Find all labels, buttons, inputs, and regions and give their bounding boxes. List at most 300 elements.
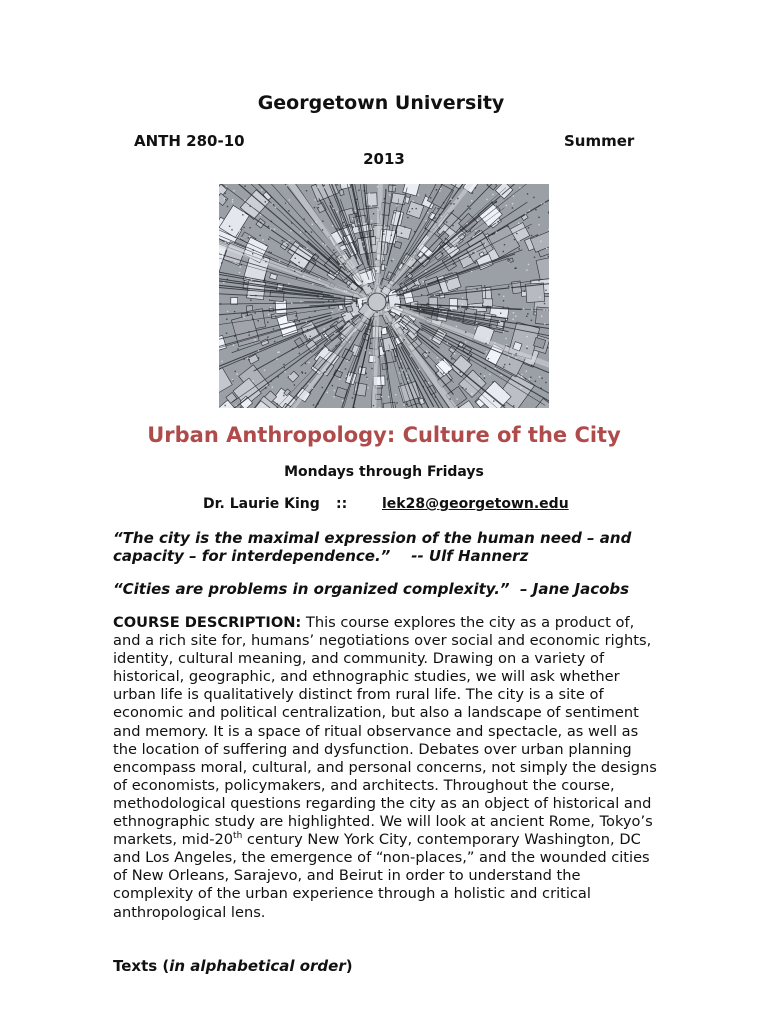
city-sketch-mark: [519, 187, 520, 188]
city-sketch-mark: [317, 187, 318, 188]
city-sketch-mark: [535, 209, 536, 210]
city-sketch-mark: [345, 263, 346, 264]
city-sketch-mark: [246, 272, 247, 273]
city-sketch-mark: [244, 186, 245, 187]
city-sketch-mark: [366, 325, 367, 326]
city-sketch-mark: [332, 385, 333, 386]
city-sketch-mark: [519, 248, 520, 249]
city-sketch-mark: [283, 364, 284, 365]
city-sketch-mark: [330, 202, 331, 203]
city-sketch-mark: [396, 205, 397, 206]
city-sketch-mark: [451, 199, 452, 200]
city-sketch-mark: [483, 299, 493, 307]
city-sketch-mark: [481, 313, 482, 314]
city-sketch-mark: [338, 369, 339, 370]
city-sketch-mark: [262, 404, 263, 405]
city-sketch-mark: [346, 375, 347, 376]
city-sketch-mark: [407, 376, 408, 377]
quote-attribution: – Jane Jacobs: [520, 580, 630, 598]
city-sketch-mark: [292, 348, 293, 349]
city-sketch-mark: [500, 313, 501, 314]
city-sketch-mark: [404, 327, 405, 328]
city-sketch-mark: [409, 211, 410, 212]
city-sketch-mark: [513, 312, 514, 313]
city-sketch-mark: [425, 220, 426, 221]
city-sketch-mark: [469, 256, 470, 257]
city-sketch-mark: [480, 373, 481, 374]
city-sketch-mark: [399, 372, 400, 373]
city-sketch-mark: [232, 379, 233, 380]
city-sketch-mark: [284, 367, 285, 368]
city-sketch-mark: [244, 316, 245, 317]
city-sketch-mark: [407, 368, 408, 369]
city-sketch-mark: [493, 400, 494, 401]
city-sketch-mark: [234, 311, 235, 312]
city-sketch-mark: [498, 294, 499, 295]
city-sketch-mark: [436, 189, 437, 190]
course-description-text: This course explores the city as a product of, and a rich site for, humans’ negotiations over social and economic rights, identity, cultural meaning, and community. Drawing on a variety of historical, geographic, and ethnographic studies, we will ask whether urban life is qualitatively distinct from rural life. The city is a site of economic and political centralization, but also a landscape of sentiment and memory. It is a space of ritual observance and spectacle, as well as the location of suffering and dysfunction. Debates over urban planning encompass moral, cultural, and personal concerns, not simply the designs of economists, policymakers, and architects. Throughout the course, methodological questions regarding the city as an object of historical and ethnographic study are highlighted. We will look at ancient Rome, Tokyo’s markets, mid-20: [113, 614, 657, 849]
texts-heading: Texts (in alphabetical order): [113, 957, 353, 975]
city-sketch-mark: [485, 368, 486, 369]
city-sketch-mark: [308, 383, 309, 384]
city-sketch-mark: [503, 331, 504, 332]
city-sketch-mark: [363, 246, 364, 247]
city-sketch-mark: [225, 405, 226, 406]
city-sketch-mark: [247, 357, 248, 358]
city-sketch-mark: [316, 221, 317, 222]
city-sketch-mark: [304, 219, 305, 220]
city-sketch-mark: [419, 286, 420, 287]
city-sketch-mark: [272, 203, 273, 204]
city-sketch-mark: [432, 347, 433, 348]
city-sketch-mark: [515, 316, 516, 317]
city-sketch-mark: [324, 328, 325, 329]
city-sketch-mark: [472, 252, 473, 253]
city-sketch-mark: [494, 342, 495, 343]
city-sketch-mark: [516, 353, 517, 354]
city-sketch-mark: [439, 214, 440, 215]
city-sketch-mark: [391, 260, 392, 261]
city-sketch-mark: [307, 329, 308, 330]
city-sketch-mark: [413, 258, 414, 259]
city-sketch-mark: [252, 381, 253, 382]
city-sketch-mark: [412, 208, 413, 209]
city-sketch-mark: [547, 256, 548, 257]
city-sketch-mark: [354, 314, 355, 315]
city-sketch-mark: [534, 257, 535, 258]
city-sketch-mark: [294, 271, 295, 272]
city-sketch-mark: [251, 279, 252, 280]
city-sketch-mark: [243, 212, 244, 213]
city-sketch-mark: [274, 228, 275, 229]
city-sketch-mark: [451, 315, 452, 316]
city-sketch-mark: [227, 206, 228, 207]
city-sketch-mark: [241, 264, 242, 265]
city-sketch-mark: [342, 400, 343, 401]
city-sketch-mark: [340, 265, 341, 266]
quote-hannerz: [113, 529, 658, 565]
city-sketch-mark: [264, 370, 265, 371]
city-sketch-mark: [458, 407, 459, 408]
city-sketch-mark: [346, 306, 353, 313]
city-sketch-mark: [369, 193, 370, 194]
city-sketch-mark: [312, 324, 313, 325]
city-sketch-mark: [369, 352, 370, 353]
city-sketch-mark: [388, 350, 389, 351]
city-sketch-mark: [440, 188, 441, 189]
city-sketch-mark: [462, 387, 463, 388]
city-sketch-mark: [305, 373, 306, 374]
city-sketch-mark: [237, 349, 238, 350]
city-sketch-mark: [236, 405, 237, 406]
city-sketch-mark: [255, 295, 256, 296]
city-sketch-mark: [260, 235, 261, 236]
city-sketch-mark: [243, 227, 244, 228]
city-sketch-mark: [544, 303, 545, 304]
city-sketch-mark: [293, 321, 294, 322]
city-sketch-mark: [224, 198, 225, 199]
city-sketch-mark: [353, 227, 354, 228]
city-sketch-mark: [396, 402, 397, 403]
city-sketch-mark: [404, 305, 405, 306]
city-sketch-mark: [368, 293, 386, 311]
city-sketch-mark: [314, 254, 315, 255]
city-sketch-mark: [344, 290, 345, 291]
city-sketch-mark: [286, 242, 287, 243]
city-sketch-mark: [383, 402, 396, 408]
city-sketch-mark: [479, 378, 480, 379]
city-sketch-mark: [512, 203, 513, 204]
city-sketch-mark: [520, 387, 521, 388]
university-name: Georgetown University: [257, 92, 505, 114]
city-sketch-mark: [412, 200, 413, 201]
city-sketch-mark: [405, 256, 406, 257]
city-sketch-mark: [408, 300, 409, 301]
city-sketch-mark: [491, 202, 492, 203]
city-sketch-mark: [328, 300, 329, 301]
city-sketch-mark: [446, 221, 447, 222]
city-sketch-mark: [381, 260, 382, 261]
city-sketch-mark: [240, 266, 241, 267]
city-sketch-mark: [394, 212, 395, 213]
city-sketch-mark: [249, 359, 250, 360]
city-sketch-mark: [317, 403, 318, 404]
city-sketch-mark: [443, 360, 444, 361]
city-sketch-mark: [328, 350, 329, 351]
city-sketch-mark: [331, 311, 332, 312]
city-sketch-mark: [295, 258, 296, 259]
course-description-label: COURSE DESCRIPTION:: [113, 614, 302, 631]
city-sketch-mark: [305, 363, 306, 364]
city-sketch-mark: [504, 391, 505, 392]
city-sketch-mark: [385, 189, 386, 190]
city-sketch-mark: [250, 300, 251, 301]
city-sketch-mark: [425, 228, 426, 229]
city-sketch-mark: [527, 193, 528, 194]
city-sketch-mark: [451, 358, 452, 359]
city-sketch-mark: [475, 230, 476, 231]
city-sketch-mark: [275, 314, 276, 315]
city-sketch-mark: [510, 287, 511, 288]
city-sketch-mark: [541, 388, 542, 389]
city-sketch-mark: [422, 263, 423, 264]
city-sketch-mark: [403, 339, 404, 340]
city-sketch-mark: [301, 271, 302, 272]
city-sketch-mark: [221, 361, 222, 362]
city-sketch-mark: [373, 213, 374, 214]
city-sketch-mark: [452, 225, 453, 226]
city-sketch-mark: [245, 277, 246, 278]
city-sketch-mark: [312, 388, 313, 389]
city-sketch-mark: [324, 185, 325, 186]
city-sketch-mark: [473, 236, 474, 237]
city-sketch-mark: [533, 197, 534, 198]
city-sketch-mark: [314, 257, 315, 258]
city-sketch-mark: [243, 316, 244, 317]
city-sketch-mark: [538, 217, 539, 218]
city-sketch-mark: [503, 296, 504, 297]
instructor-email-link[interactable]: lek28@georgetown.edu: [382, 496, 569, 512]
city-sketch-mark: [393, 259, 394, 260]
city-sketch-mark: [222, 254, 223, 255]
city-sketch-mark: [339, 309, 340, 310]
city-sketch-mark: [425, 270, 426, 271]
city-sketch-mark: [428, 257, 429, 258]
city-sketch-mark: [418, 194, 419, 195]
city-sketch-mark: [225, 199, 226, 200]
quote-jacobs: [113, 580, 658, 598]
city-sketch-mark: [518, 223, 519, 224]
city-sketch-mark: [277, 288, 278, 289]
city-sketch-mark: [276, 358, 277, 359]
city-sketch-mark: [443, 372, 444, 373]
city-sketch-mark: [498, 221, 499, 222]
city-sketch-mark: [489, 387, 490, 388]
city-sketch-mark: [389, 274, 390, 275]
city-sketch-mark: [487, 306, 488, 307]
city-sketch-mark: [265, 387, 266, 388]
city-sketch-mark: [547, 347, 548, 348]
city-sketch-mark: [421, 294, 422, 295]
city-sketch-mark: [273, 204, 274, 205]
city-sketch-mark: [322, 229, 323, 230]
city-sketch-mark: [531, 320, 532, 321]
city-sketch-mark: [325, 374, 326, 375]
city-sketch-mark: [232, 199, 233, 200]
city-sketch-mark: [233, 190, 234, 191]
city-sketch-mark: [477, 220, 478, 221]
city-sketch-mark: [383, 230, 384, 231]
city-sketch-mark: [303, 276, 304, 277]
city-sketch-mark: [545, 382, 546, 383]
city-sketch-mark: [389, 194, 390, 195]
city-sketch-mark: [346, 291, 347, 292]
city-sketch-mark: [286, 185, 287, 186]
city-sketch-mark: [495, 202, 496, 203]
city-sketch-mark: [362, 241, 363, 242]
city-sketch-mark: [376, 312, 377, 313]
city-sketch-mark: [513, 195, 514, 196]
city-sketch-mark: [223, 282, 224, 283]
city-sketch-mark: [291, 222, 292, 223]
city-sketch-mark: [424, 380, 425, 381]
city-sketch-mark: [373, 290, 374, 291]
city-sketch-mark: [394, 304, 395, 305]
city-sketch-mark: [400, 360, 401, 361]
city-sketch-mark: [430, 338, 431, 339]
city-sketch-mark: [475, 251, 476, 252]
city-sketch-mark: [434, 295, 435, 296]
city-sketch-mark: [437, 208, 438, 209]
city-sketch-mark: [354, 407, 355, 408]
city-sketch-mark: [416, 208, 417, 209]
city-sketch-mark: [448, 371, 449, 372]
city-sketch-mark: [450, 398, 451, 399]
quote-text: “Cities are problems in organized complexity.”: [113, 580, 510, 598]
city-sketch-mark: [537, 234, 538, 235]
city-sketch-mark: [423, 310, 424, 311]
city-sketch-mark: [289, 375, 290, 376]
city-sketch-mark: [528, 227, 529, 228]
city-sketch-mark: [456, 326, 457, 327]
city-sketch-mark: [299, 353, 300, 354]
city-sketch-mark: [383, 234, 384, 235]
city-sketch-mark: [412, 267, 413, 268]
city-sketch-mark: [273, 303, 274, 304]
city-sketch-mark: [440, 310, 441, 311]
course-title: Urban Anthropology: Culture of the City: [147, 423, 621, 447]
course-description: [113, 614, 661, 922]
city-sketch-mark: [290, 230, 291, 231]
city-sketch-mark: [333, 208, 334, 209]
city-sketch-mark: [224, 193, 225, 194]
city-sketch-mark: [278, 376, 279, 377]
city-sketch-mark: [374, 360, 375, 361]
city-sketch-mark: [267, 336, 268, 337]
city-sketch-mark: [288, 283, 289, 284]
city-sketch-mark: [442, 253, 443, 254]
city-sketch-mark: [265, 261, 266, 262]
city-sketch-mark: [336, 184, 337, 185]
city-sketch-mark: [526, 348, 527, 349]
city-sketch-mark: [456, 309, 457, 310]
city-sketch-mark: [459, 237, 460, 238]
city-sketch-mark: [454, 353, 455, 354]
city-sketch-mark: [278, 351, 279, 352]
city-sketch-mark: [496, 231, 497, 232]
city-sketch-mark: [249, 334, 250, 335]
city-sketch-mark: [508, 286, 509, 287]
city-sketch-mark: [226, 186, 227, 187]
city-sketch-mark: [507, 226, 508, 227]
city-sketch-mark: [508, 356, 509, 357]
city-sketch-mark: [226, 333, 227, 334]
city-sketch-mark: [319, 278, 320, 279]
city-sketch-mark: [465, 332, 466, 333]
city-sketch-mark: [277, 305, 278, 306]
city-sketch-mark: [291, 303, 292, 304]
city-sketch-mark: [356, 202, 357, 203]
city-sketch-mark: [335, 345, 336, 346]
city-sketch-mark: [450, 203, 451, 204]
city-sketch-mark: [279, 260, 280, 261]
city-sketch-mark: [515, 267, 516, 268]
city-sketch-mark: [423, 386, 424, 387]
city-sketch-mark: [402, 370, 403, 371]
city-sketch-mark: [538, 224, 539, 225]
city-sketch-mark: [266, 385, 267, 386]
city-sketch-mark: [285, 203, 286, 204]
city-sketch-mark: [243, 359, 244, 360]
city-sketch-mark: [248, 295, 249, 296]
city-sketch-mark: [531, 365, 532, 366]
city-sketch-mark: [460, 306, 461, 307]
city-sketch-mark: [466, 309, 467, 310]
city-sketch-mark: [527, 313, 528, 314]
city-sketch-mark: [358, 223, 359, 224]
city-sketch-mark: [427, 295, 428, 296]
city-sketch-mark: [318, 207, 319, 208]
city-sketch-mark: [487, 224, 488, 225]
city-sketch-mark: [336, 211, 337, 212]
city-sketch-mark: [494, 206, 495, 207]
city-sketch-mark: [514, 239, 515, 240]
city-sketch-mark: [366, 373, 367, 374]
city-sketch-mark: [371, 205, 372, 206]
city-sketch-mark: [324, 334, 325, 335]
city-sketch-mark: [471, 200, 472, 201]
city-sketch-mark: [457, 198, 458, 199]
city-sketch-mark: [397, 237, 398, 238]
city-sketch-mark: [271, 221, 272, 222]
city-sketch-mark: [445, 229, 446, 230]
city-sketch-mark: [378, 356, 379, 357]
city-sketch-mark: [530, 377, 531, 378]
city-sketch-mark: [501, 375, 502, 376]
city-sketch-mark: [504, 405, 505, 406]
city-sketch-mark: [528, 264, 529, 265]
city-sketch-mark: [501, 195, 502, 196]
course-term: Summer: [564, 132, 635, 150]
city-sketch-mark: [399, 367, 400, 368]
city-sketch-mark: [465, 388, 466, 389]
city-sketch-mark: [503, 307, 504, 308]
city-sketch-mark: [237, 373, 238, 374]
city-sketch-mark: [457, 398, 458, 399]
city-sketch-mark: [333, 249, 334, 250]
city-sketch-mark: [465, 185, 466, 186]
city-sketch-mark: [254, 312, 255, 313]
city-sketch-mark: [368, 333, 369, 334]
city-sketch-mark: [295, 315, 296, 316]
city-sketch-mark: [316, 205, 317, 206]
city-sketch-mark: [524, 291, 525, 292]
city-sketch-mark: [452, 302, 453, 303]
city-sketch-mark: [461, 311, 462, 312]
city-sketch-mark: [492, 381, 493, 382]
city-sketch-mark: [268, 239, 269, 240]
instructor-name: Dr. Laurie King: [203, 496, 320, 512]
city-sketch-mark: [371, 220, 372, 221]
city-sketch-mark: [307, 248, 308, 249]
city-sketch-mark: [368, 285, 369, 286]
city-sketch-mark: [376, 258, 377, 259]
city-sketch-mark: [350, 287, 351, 288]
city-sketch-mark: [473, 307, 474, 308]
city-sketch-mark: [423, 239, 424, 240]
city-sketch-mark: [506, 205, 507, 206]
city-sketch-mark: [430, 197, 431, 198]
